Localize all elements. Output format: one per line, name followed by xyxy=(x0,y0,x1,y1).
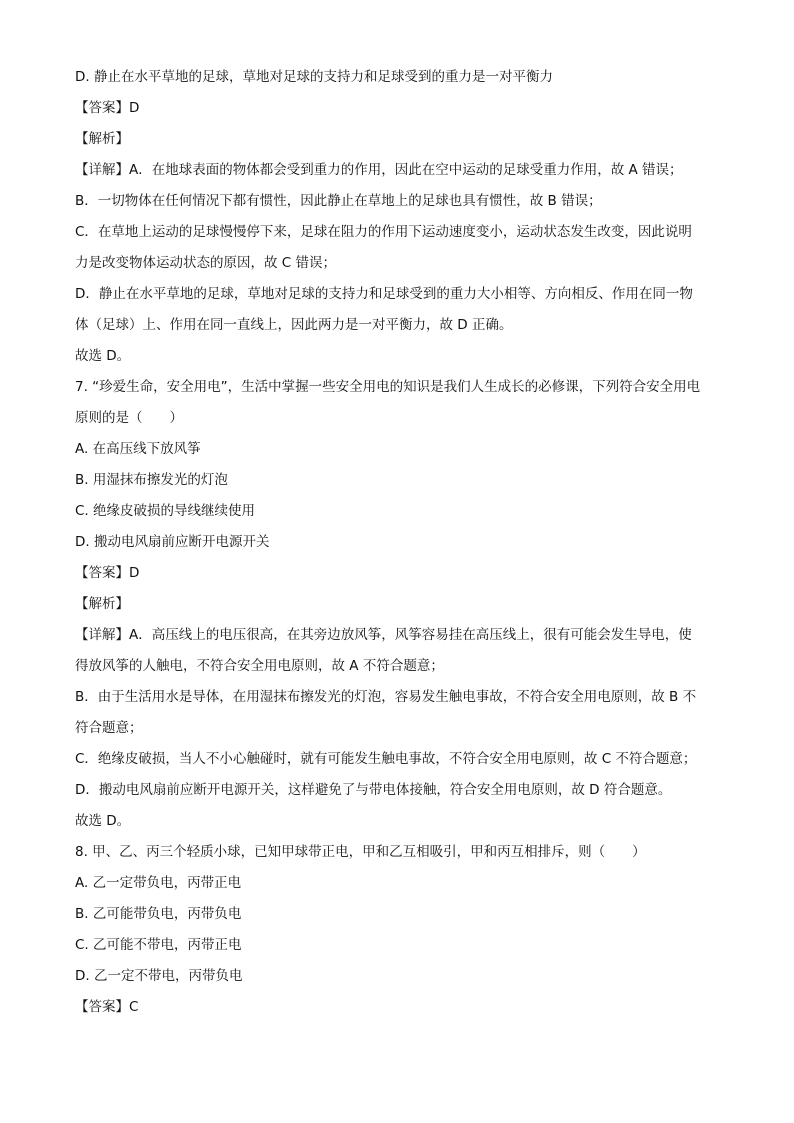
option-c-q7: C. 绝缘皮破损的导线继续使用 xyxy=(75,503,256,519)
answer-q7: 【答案】D xyxy=(75,565,140,581)
question-7-stem: 7. “珍爱生命，安全用电”，生活中掌握一些安全用电的知识是我们人生成长的必修课，下列符合安全用电 xyxy=(75,379,701,395)
detail-line: D．静止在水平草地的足球，草地对足球的支持力和足球受到的重力大小相等、方向相反、作用在同一物 xyxy=(75,286,693,302)
detail-line: 力是改变物体运动状态的原因，故 C 错误； xyxy=(75,255,337,271)
detail-line: B．由于生活用水是导体，在用湿抹布擦发光的灯泡，容易发生触电事故，不符合安全用电原则，故 B 不 xyxy=(75,689,697,705)
question-7-stem: 原则的是（ ） xyxy=(75,410,183,426)
option-d-q6: D. 静止在水平草地的足球，草地对足球的支持力和足球受到的重力是一对平衡力 xyxy=(75,69,553,85)
option-d-q7: D. 搬动电风扇前应断开电源开关 xyxy=(75,534,270,550)
question-8-stem: 8. 甲、乙、丙三个轻质小球，已知甲球带正电，甲和乙互相吸引，甲和丙互相排斥，则（ ） xyxy=(75,844,646,860)
option-d-q8: D. 乙一定不带电，丙带负电 xyxy=(75,968,243,984)
analysis-heading-q6: 【解析】 xyxy=(75,131,129,147)
detail-line: 【详解】A．高压线上的电压很高，在其旁边放风筝，风筝容易挂在高压线上，很有可能会发生导电，使 xyxy=(75,627,692,643)
detail-line: 体（足球）上、作用在同一直线上，因此两力是一对平衡力，故 D 正确。 xyxy=(75,317,513,333)
detail-line: 符合题意； xyxy=(75,720,143,736)
option-a-q8: A. 乙一定带负电，丙带正电 xyxy=(75,875,242,891)
answer-q6: 【答案】D xyxy=(75,100,140,116)
option-c-q8: C. 乙可能不带电，丙带正电 xyxy=(75,937,242,953)
detail-line: 得放风筝的人触电，不符合安全用电原则，故 A 不符合题意； xyxy=(75,658,444,674)
option-a-q7: A. 在高压线下放风筝 xyxy=(75,441,201,457)
detail-line: C．在草地上运动的足球慢慢停下来，足球在阻力的作用下运动速度变小，运动状态发生改变，因此说明 xyxy=(75,224,692,240)
conclusion-q6: 故选 D。 xyxy=(75,348,131,364)
detail-line: D．搬动电风扇前应断开电源开关，这样避免了与带电体接触，符合安全用电原则，故 D 符合题意。 xyxy=(75,782,672,798)
conclusion-q7: 故选 D。 xyxy=(75,813,131,829)
analysis-heading-q7: 【解析】 xyxy=(75,596,129,612)
option-b-q8: B. 乙可能带负电，丙带负电 xyxy=(75,906,242,922)
detail-line: 【详解】A．在地球表面的物体都会受到重力的作用，因此在空中运动的足球受重力作用，故 A 错误； xyxy=(75,162,683,178)
detail-line: C．绝缘皮破损，当人不小心触碰时，就有可能发生触电事故，不符合安全用电原则，故 C 不符合题意； xyxy=(75,751,697,767)
detail-line: B．一切物体在任何情况下都有惯性，因此静止在草地上的足球也具有惯性，故 B 错误； xyxy=(75,193,602,209)
option-b-q7: B. 用湿抹布擦发光的灯泡 xyxy=(75,472,228,488)
answer-q8: 【答案】C xyxy=(75,999,139,1015)
